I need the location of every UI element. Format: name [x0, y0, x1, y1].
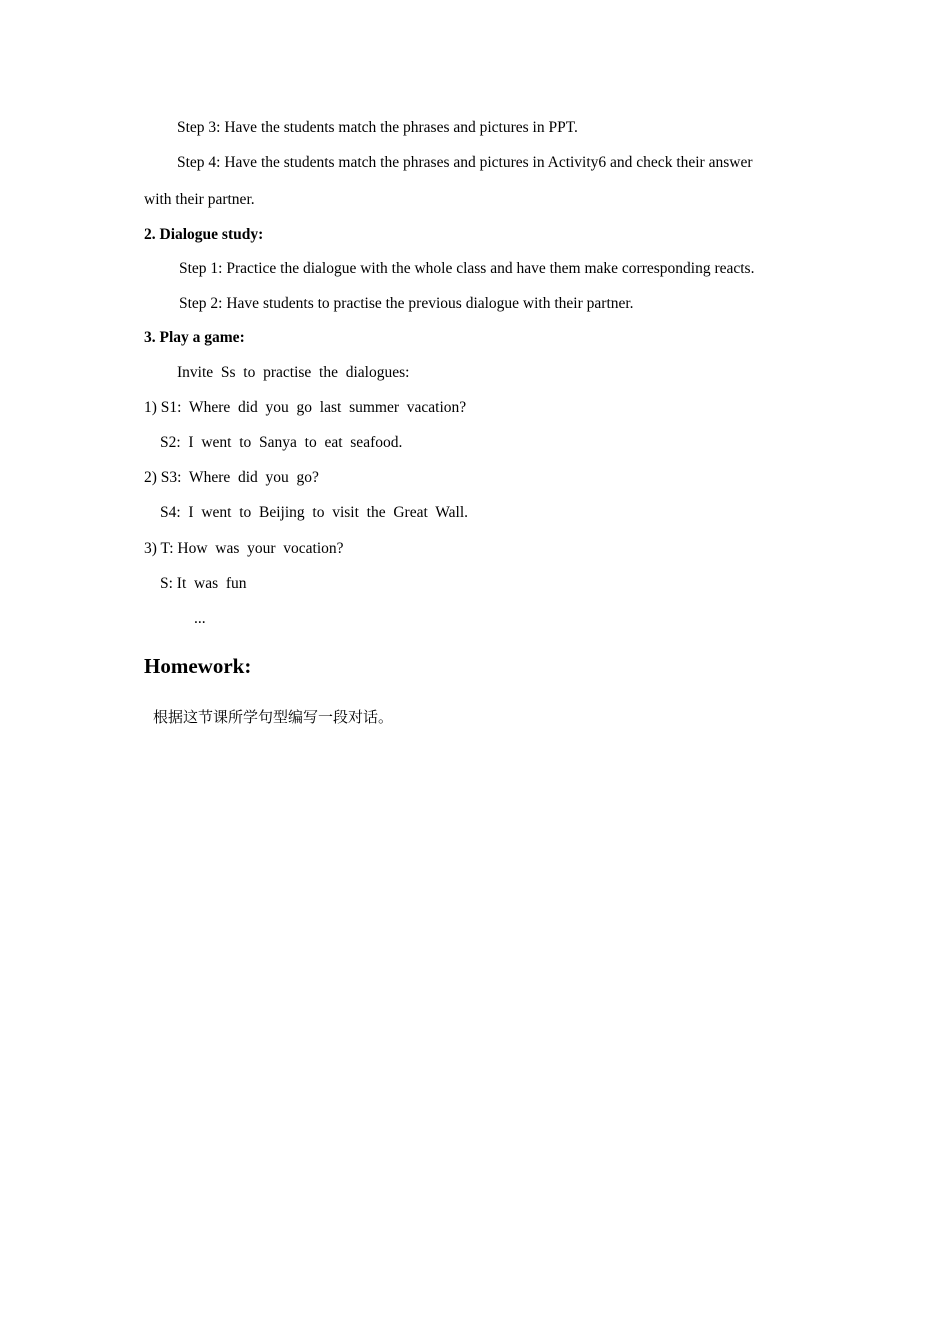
dialogue-study-heading: 2. Dialogue study: [144, 226, 264, 243]
step3-text: Step 3: Have the students match the phrases and pictures in PPT. [177, 119, 578, 136]
step4-text-line1: Step 4: Have the students match the phrases and pictures in Activity6 and check their answer [177, 154, 753, 171]
dialogue-1-question: 1) S1: Where did you go last summer vacation? [144, 399, 467, 416]
play-game-heading: 3. Play a game: [144, 329, 245, 346]
dialogue-3-answer: S: It was fun [160, 575, 247, 592]
game-intro-text: Invite Ss to practise the dialogues: [177, 364, 410, 381]
homework-text: 根据这节课所学句型编写一段对话。 [153, 708, 394, 726]
dialogue-1-answer: S2: I went to Sanya to eat seafood. [160, 434, 403, 451]
dialogue-step2-text: Step 2: Have students to practise the previous dialogue with their partner. [179, 295, 634, 312]
dialogue-2-answer: S4: I went to Beijing to visit the Great Wall. [160, 504, 469, 521]
dialogue-2-question: 2) S3: Where did you go? [144, 469, 319, 486]
step4-text-line2: with their partner. [144, 191, 255, 208]
dialogue-ellipsis: ... [194, 610, 206, 627]
homework-heading: Homework: [144, 654, 252, 678]
dialogue-3-question: 3) T: How was your vocation? [144, 540, 344, 557]
dialogue-step1-text: Step 1: Practice the dialogue with the whole class and have them make corresponding reacts. [179, 260, 755, 277]
